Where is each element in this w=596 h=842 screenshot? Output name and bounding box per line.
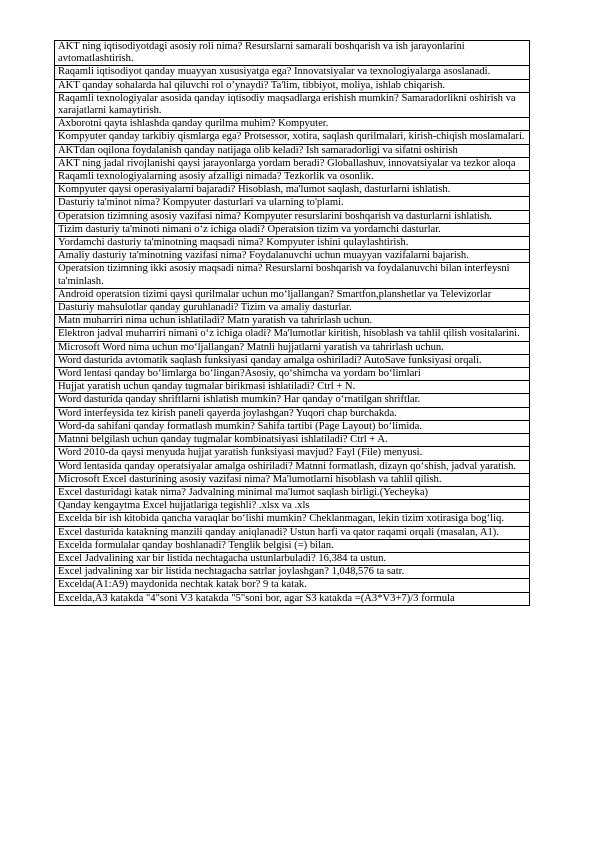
table-cell: Hujjat yaratish uchun qanday tugmalar birikmasi ishlatiladi? Ctrl + N.: [55, 381, 530, 394]
table-row: [55, 79, 530, 92]
table-cell: Kompyuter qanday tarkibiy qismlarga ega? Protsessor, xotira, saqlash qurilmalari, kirish-chiqish moslamalari.: [55, 131, 530, 144]
table-row: [55, 302, 530, 315]
table-cell: Dasturiy mahsulotlar qanday guruhlanadi? Tizim va amaliy dasturlar.: [55, 302, 530, 315]
table-cell: Android operatsion tizimi qaysi qurilmalar uchun mo‘ljallangan? Smartfon,planshetlar va Televizorlar: [55, 288, 530, 301]
table-cell: Word-da sahifani qanday formatlash mumkin? Sahifa tartibi (Page Layout) bo‘limida.: [55, 420, 530, 433]
table-cell: Tizim dasturiy ta'minoti nimani o‘z ichiga oladi? Operatsion tizim va yordamchi dasturlar.: [55, 223, 530, 236]
qa-table: [54, 40, 530, 606]
table-cell: Excel dasturida katakning manzili qanday aniqlanadi? Ustun harfi va qator raqami orqali (masalan, A1).: [55, 526, 530, 539]
table-cell: Yordamchi dasturiy ta'minotning maqsadi nima? Kompyuter ishini qulaylashtirish.: [55, 237, 530, 250]
table-row: [55, 237, 530, 250]
table-cell: Kompyuter qaysi operasiyalarni bajaradi? Hisoblash, ma'lumot saqlash, dasturlarni ishlatish.: [55, 184, 530, 197]
table-row: [55, 460, 530, 473]
table-cell: Axborotni qayta ishlashda qanday qurilma muhim? Kompyuter.: [55, 118, 530, 131]
table-cell: Excel Jadvalining xar bir listida nechtagacha ustunlarbuladi? 16,384 ta ustun.: [55, 552, 530, 565]
table-row: [55, 447, 530, 460]
table-cell: Excel dasturidagi katak nima? Jadvalning minimal ma'lumot saqlash birligi.(Yecheyka): [55, 486, 530, 499]
table-cell: Microsoft Excel dasturining asosiy vazifasi nima? Ma'lumotlarni hisoblash va tahlil qilish.: [55, 473, 530, 486]
table-cell: Excelda(A1:A9) maydonida nechtak katak bor? 9 ta katak.: [55, 579, 530, 592]
table-cell: Excelda,A3 katakda "4"soni V3 katakda "5"soni bor, agar S3 katakda =(A3*V3+7)/3 formula: [55, 592, 530, 605]
table-row: [55, 526, 530, 539]
table-row: [55, 566, 530, 579]
table-row: [55, 381, 530, 394]
qa-table-body: [55, 41, 530, 606]
table-cell: Excelda formulalar qanday boshlanadi? Tenglik belgisi (=) bilan.: [55, 539, 530, 552]
table-cell: Word lentasi qanday bo‘limlarga bo‘lingan?Asosiy, qo‘shimcha va yordam bo‘limlari: [55, 368, 530, 381]
table-row: [55, 210, 530, 223]
table-cell: Operatsion tizimning ikki asosiy maqsadi nima? Resurslarni boshqarish va foydalanuvchi bilan interfeysni ta'minlash.: [55, 263, 530, 288]
table-row: [55, 184, 530, 197]
table-row: [55, 341, 530, 354]
table-row: [55, 592, 530, 605]
table-row: [55, 394, 530, 407]
table-row: [55, 500, 530, 513]
table-cell: Operatsion tizimning asosiy vazifasi nima? Kompyuter resurslarini boshqarish va dasturlarni ishlatish.: [55, 210, 530, 223]
table-cell: Word lentasida qanday operatsiyalar amalga oshiriladi? Matnni formatlash, dizayn qo‘shish, jadval yaratish.: [55, 460, 530, 473]
table-cell: Raqamli texnologiyalar asosida qanday iqtisodiy maqsadlarga erishish mumkin? Samaradorlikni oshirish va xarajatlarni kamaytirish.: [55, 92, 530, 117]
table-row: [55, 552, 530, 565]
table-cell: AKTdan oqilona foydalanish qanday natijaga olib keladi? Ish samaradorligi va sifatni oshirish: [55, 144, 530, 157]
table-cell: Word interfeysida tez kirish paneli qayerda joylashgan? Yuqori chap burchakda.: [55, 407, 530, 420]
table-row: [55, 144, 530, 157]
table-row: [55, 157, 530, 170]
table-row: [55, 250, 530, 263]
table-row: [55, 473, 530, 486]
table-row: [55, 92, 530, 117]
table-cell: Matn muharriri nima uchun ishlatiladi? Matn yaratish va tahrirlash uchun.: [55, 315, 530, 328]
table-cell: AKT qanday sohalarda hal qiluvchi rol o’ynaydi? Ta'lim, tibbiyot, moliya, ishlab chiqarish.: [55, 79, 530, 92]
table-row: [55, 486, 530, 499]
table-row: [55, 288, 530, 301]
table-row: [55, 315, 530, 328]
table-row: [55, 118, 530, 131]
table-row: [55, 513, 530, 526]
table-row: [55, 434, 530, 447]
table-row: [55, 579, 530, 592]
table-row: [55, 41, 530, 66]
table-row: [55, 66, 530, 79]
table-row: [55, 539, 530, 552]
table-row: [55, 407, 530, 420]
table-cell: Word 2010-da qaysi menyuda hujjat yaratish funksiyasi mavjud? Fayl (File) menyusi.: [55, 447, 530, 460]
table-row: [55, 354, 530, 367]
table-row: [55, 263, 530, 288]
table-row: [55, 328, 530, 341]
table-cell: Microsoft Word nima uchun mo‘ljallangan? Matnli hujjatlarni yaratish va tahrirlash uchun.: [55, 341, 530, 354]
table-cell: Raqamli iqtisodiyot qanday muayyan xususiyatga ega? Innovatsiyalar va texnologiyalarga asoslanadi.: [55, 66, 530, 79]
table-cell: Excel jadvalining xar bir listida nechtagacha satrlar joylashgan? 1,048,576 ta satr.: [55, 566, 530, 579]
table-cell: Word dasturida avtomatik saqlash funksiyasi qanday amalga oshiriladi? AutoSave funksiyasi orqali.: [55, 354, 530, 367]
table-cell: Elektron jadval muharriri nimani o‘z ichiga oladi? Ma'lumotlar kiritish, hisoblash va tahlil qilish vositalarini.: [55, 328, 530, 341]
table-cell: Dasturiy ta'minot nima? Kompyuter dasturlari va ularning to'plami.: [55, 197, 530, 210]
table-cell: Amaliy dasturiy ta'minotning vazifasi nima? Foydalanuvchi uchun muayyan vazifalarni bajarish.: [55, 250, 530, 263]
table-row: [55, 368, 530, 381]
table-cell: AKT ning jadal rivojlanishi qaysi jarayonlarga yordam beradi? Globallashuv, innovatsiyalar va tezkor aloqa: [55, 157, 530, 170]
table-cell: AKT ning iqtisodiyotdagi asosiy roli nima? Resurslarni samarali boshqarish va ish jarayonlarini avtomatlashtirish.: [55, 41, 530, 66]
table-row: [55, 171, 530, 184]
table-row: [55, 223, 530, 236]
table-cell: Word dasturida qanday shriftlarni ishlatish mumkin? Har qanday o‘rnatilgan shriftlar.: [55, 394, 530, 407]
table-row: [55, 420, 530, 433]
document-page: [54, 40, 530, 606]
table-cell: Qanday kengaytma Excel hujjatlariga tegishli? .xlsx va .xls: [55, 500, 530, 513]
table-row: [55, 197, 530, 210]
table-cell: Excelda bir ish kitobida qancha varaqlar bo‘lishi mumkin? Cheklanmagan, lekin tizim xotirasiga bog‘liq.: [55, 513, 530, 526]
table-cell: Raqamli texnologiyalarning asosiy afzalligi nimada? Tezkorlik va osonlik.: [55, 171, 530, 184]
table-cell: Matnni belgilash uchun qanday tugmalar kombinatsiyasi ishlatiladi? Ctrl + A.: [55, 434, 530, 447]
table-row: [55, 131, 530, 144]
